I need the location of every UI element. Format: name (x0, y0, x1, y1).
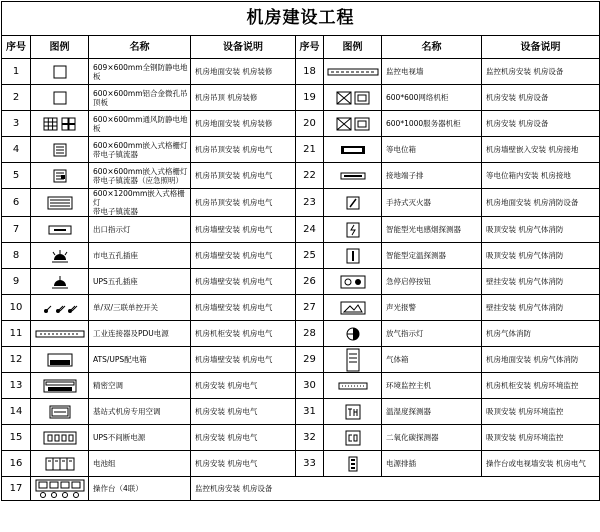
drawing-sheet (0, 1, 600, 532)
row-number: 32 (296, 425, 324, 451)
switch-icon (31, 295, 89, 321)
row-name: 操作台（4联） (89, 477, 191, 501)
header-desc: 设备说明 (191, 36, 296, 59)
row-desc: 机房气体消防 (482, 321, 600, 347)
row-desc: 机房地面安装 机房装修 (191, 111, 296, 137)
row-name: 电池组 (89, 451, 191, 477)
row-desc: 机房墙壁安装 机房电气 (191, 243, 296, 269)
header-name-right: 名称 (382, 36, 482, 59)
row-desc: 机房墙壁安装 机房电气 (191, 217, 296, 243)
row-name: 智能型定温探测器 (382, 243, 482, 269)
table-row (2, 425, 600, 451)
terminal-bar-icon (324, 163, 382, 189)
grounding-bar-icon (324, 137, 382, 163)
floor-grid-icon (31, 111, 89, 137)
table-row (2, 243, 600, 269)
row-number: 7 (2, 217, 31, 243)
header-icon: 图例 (31, 36, 89, 59)
row-number: 17 (2, 477, 31, 501)
ups-icon (31, 425, 89, 451)
row-number: 3 (2, 111, 31, 137)
row-desc: 机房机柜安装 机房电气 (191, 321, 296, 347)
header-row (2, 36, 600, 59)
row-desc: 吸顶安装 机房气体消防 (482, 243, 600, 269)
row-number: 23 (296, 189, 324, 217)
row-number: 9 (2, 269, 31, 295)
row-name: 气体箱 (382, 347, 482, 373)
row-number: 12 (2, 347, 31, 373)
row-name: 基站式机房专用空调 (89, 399, 191, 425)
row-desc: 机房吊顶安装 机房电气 (191, 163, 296, 189)
network-cabinet-icon (324, 85, 382, 111)
row-name: 温湿度探测器 (382, 399, 482, 425)
table-row (2, 295, 600, 321)
table-row (2, 399, 600, 425)
row-name: 智能型光电感烟探测器 (382, 217, 482, 243)
row-name: 600*1000服务器机柜 (382, 111, 482, 137)
row-number: 33 (296, 451, 324, 477)
discharge-lamp-icon (324, 321, 382, 347)
row-number: 11 (2, 321, 31, 347)
row-desc: 吸顶安装 机房环境监控 (482, 425, 600, 451)
page-title: 机房建设工程 (2, 2, 600, 36)
row-name: 600×600mm铝合金微孔吊顶板 (89, 85, 191, 111)
row-number: 13 (2, 373, 31, 399)
row-desc: 机房安装 机房电气 (191, 373, 296, 399)
row-desc: 监控机房安装 机房设备 (191, 477, 600, 501)
row-name: 600×600mm嵌入式格栅灯 带电子镇流器（应急照明） (89, 163, 191, 189)
row-number: 27 (296, 295, 324, 321)
row-number: 18 (296, 59, 324, 85)
table-row (2, 189, 600, 217)
row-name: 600×600mm嵌入式格栅灯 带电子镇流器 (89, 137, 191, 163)
header-seq-right: 序号 (296, 36, 324, 59)
row-desc: 机房安装 机房电气 (191, 399, 296, 425)
row-name: 电源排插 (382, 451, 482, 477)
row-number: 16 (2, 451, 31, 477)
row-desc: 吸顶安装 机房环境监控 (482, 399, 600, 425)
row-number: 26 (296, 269, 324, 295)
row-number: 1 (2, 59, 31, 85)
ups-socket-icon (31, 269, 89, 295)
row-desc: 机房吊顶安装 机房电气 (191, 137, 296, 163)
row-desc: 机房机柜安装 机房环境监控 (482, 373, 600, 399)
row-name: 市电五孔插座 (89, 243, 191, 269)
table-row (2, 217, 600, 243)
sound-light-alarm-icon (324, 295, 382, 321)
row-number: 21 (296, 137, 324, 163)
precision-ac-icon (31, 373, 89, 399)
battery-icon (31, 451, 89, 477)
header-desc-right: 设备说明 (482, 36, 600, 59)
legend-table (1, 1, 600, 501)
row-name: 环境监控主机 (382, 373, 482, 399)
table-row (2, 477, 600, 501)
socket-icon (31, 243, 89, 269)
row-number: 5 (2, 163, 31, 189)
row-name: 急停启停按钮 (382, 269, 482, 295)
row-name: 放气指示灯 (382, 321, 482, 347)
row-desc: 机房地面安装 机房气体消防 (482, 347, 600, 373)
exit-sign-icon (31, 217, 89, 243)
table-row (2, 321, 600, 347)
table-row (2, 111, 600, 137)
row-desc: 吸顶安装 机房气体消防 (482, 217, 600, 243)
row-number: 15 (2, 425, 31, 451)
row-desc: 操作台或电视墙安装 机房电气 (482, 451, 600, 477)
row-desc: 机房墙壁嵌入安装 机房接地 (482, 137, 600, 163)
row-name: 精密空调 (89, 373, 191, 399)
row-desc: 机房墙壁安装 机房电气 (191, 295, 296, 321)
row-name: 等电位箱 (382, 137, 482, 163)
server-cabinet-icon (324, 111, 382, 137)
row-desc: 机房吊顶安装 机房电气 (191, 189, 296, 217)
ats-cabinet-icon (31, 347, 89, 373)
row-name: 出口指示灯 (89, 217, 191, 243)
row-number: 8 (2, 243, 31, 269)
row-name: 609×600mm全钢防静电地板 (89, 59, 191, 85)
row-desc: 等电位箱内安装 机房接地 (482, 163, 600, 189)
row-name: ATS/UPS配电箱 (89, 347, 191, 373)
row-desc: 机房安装 机房电气 (191, 425, 296, 451)
header-seq: 序号 (2, 36, 31, 59)
row-desc: 监控机房安装 机房设备 (482, 59, 600, 85)
row-number: 25 (296, 243, 324, 269)
row-desc: 机房墙壁安装 机房电气 (191, 347, 296, 373)
row-desc: 机房安装 机房设备 (482, 111, 600, 137)
row-desc: 机房安装 机房电气 (191, 451, 296, 477)
row-number: 20 (296, 111, 324, 137)
row-number: 30 (296, 373, 324, 399)
square-outline-icon (31, 59, 89, 85)
row-name: 二氧化碳探测器 (382, 425, 482, 451)
table-row (2, 269, 600, 295)
grille-lamp-icon (31, 137, 89, 163)
row-desc: 机房吊顶 机房装修 (191, 85, 296, 111)
header-icon-right: 图例 (324, 36, 382, 59)
smoke-detector-icon (324, 217, 382, 243)
row-desc: 壁挂安装 机房气体消防 (482, 269, 600, 295)
row-name: UPS五孔插座 (89, 269, 191, 295)
table-row (2, 85, 600, 111)
power-meter-icon (324, 451, 382, 477)
row-number: 24 (296, 217, 324, 243)
long-grille-lamp-icon (31, 189, 89, 217)
row-number: 28 (296, 321, 324, 347)
row-number: 10 (2, 295, 31, 321)
row-name: 声光报警 (382, 295, 482, 321)
row-number: 29 (296, 347, 324, 373)
square-outline-icon (31, 85, 89, 111)
console-icon (31, 477, 89, 501)
env-host-icon (324, 373, 382, 399)
row-number: 2 (2, 85, 31, 111)
row-name: 600*600网络机柜 (382, 85, 482, 111)
pdu-icon (31, 321, 89, 347)
row-name: 单/双/三联单控开关 (89, 295, 191, 321)
row-name: UPS不间断电源 (89, 425, 191, 451)
row-name: 600×1200mm嵌入式格栅灯 带电子镇流器 (89, 189, 191, 217)
table-row (2, 137, 600, 163)
row-desc: 机房地面安装 机房消防设备 (482, 189, 600, 217)
co2-detector-icon (324, 425, 382, 451)
header-name: 名称 (89, 36, 191, 59)
row-name: 手持式灭火器 (382, 189, 482, 217)
tv-wall-icon (324, 59, 382, 85)
temp-humidity-icon (324, 399, 382, 425)
heat-detector-icon (324, 243, 382, 269)
row-desc: 壁挂安装 机房气体消防 (482, 295, 600, 321)
table-row (2, 59, 600, 85)
row-number: 6 (2, 189, 31, 217)
grille-lamp-emergency-icon (31, 163, 89, 189)
gas-cylinder-icon (324, 347, 382, 373)
row-number: 19 (296, 85, 324, 111)
row-desc: 机房墙壁安装 机房电气 (191, 269, 296, 295)
row-desc: 机房地面安装 机房装修 (191, 59, 296, 85)
row-name: 600×600mm通风防静电地板 (89, 111, 191, 137)
row-desc: 机房安装 机房设备 (482, 85, 600, 111)
row-number: 22 (296, 163, 324, 189)
table-row (2, 451, 600, 477)
table-row (2, 373, 600, 399)
table-row (2, 163, 600, 189)
row-number: 4 (2, 137, 31, 163)
station-ac-icon (31, 399, 89, 425)
start-stop-button-icon (324, 269, 382, 295)
row-number: 31 (296, 399, 324, 425)
row-name: 工业连接器及PDU电源 (89, 321, 191, 347)
fire-extinguisher-icon (324, 189, 382, 217)
table-row (2, 347, 600, 373)
row-name: 监控电视墙 (382, 59, 482, 85)
row-name: 接地端子排 (382, 163, 482, 189)
row-number: 14 (2, 399, 31, 425)
